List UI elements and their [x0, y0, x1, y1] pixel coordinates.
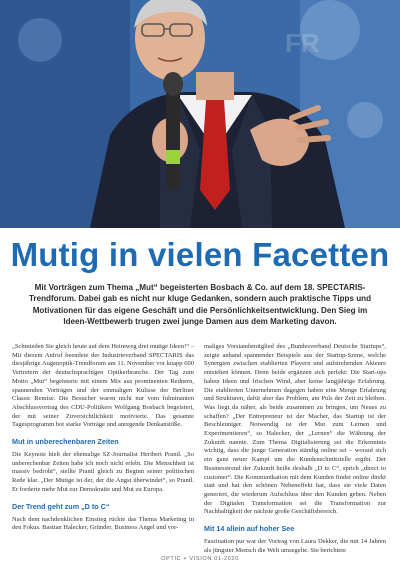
article-column-left — [12, 343, 194, 533]
body-paragraph: Die Keynote hielt der ehemalige SZ-Journalist Heribert Prantl. „So unberechenbar Zeiten habe ich noch nicht erlebt. Die Menschheit ist massiv bedroht“, stellte Prantl gleich zu Beginn seiner politischen Rede klar. „Der Mutige ist der, der die Angst überwindet“, so Prantl. Er forderte mehr Mut zur Demokratie und Mut zu Europa. — [12, 451, 194, 493]
section-heading: Der Trend geht zum „D to C“ — [12, 501, 110, 511]
article-column-right — [204, 343, 386, 555]
body-paragraph: maliges Vorstandsmitglied des „Bundesverband Deutsche Startups“, zeigte anhand spannender Beispiele aus der Startup-Szene, welche Synergien zwischen etablierten Playern und aufstrebenden Akteure entstehen können. Denn beide ergänzen sich perfekt: Die Start-ups haben Ideen und frischen Wind, aber keine langjährige Erfahrung. Die etablierten Unternehmen dagegen haben eine Menge Erfahrung und Strukturen, dafür aber das Problem, am Puls der Zeit zu bleiben. Was liegt da näher, als beide zusammen zu bringen, um Neues zu schaffen? „Der Entrepreneur ist der Macher, das Startup ist der Beschleuniger. Notwendig ist der Mut zum Lernen und Experimentieren“, so Halecker, der „Lernen“ die Währung der Zukunft nannte. Zum Thema Digitalisierung sei die Erkenntnis wichtig, dass die junge Generation ständig online sei – worauf sich ein ganz neuer Kampf um die Kundenschnittstelle ergibt. Der Businesstrend der Zukunft heiße deshalb „D to C“, sprich „direct to customer“. Die Kommunikation mit dem Kunden findet online direkt statt und hat den schönen Nebeneffekt hat, dass sie viele Daten generiert, die wiederum Aufschluss über den Kunden geben. Neben der Digitalen Transformation sei die Transformation zur Nachhaltigkeit der nächste große Geschäftsbereich. — [204, 343, 386, 516]
section-heading: Mut in unberechenbaren Zeiten — [12, 437, 119, 447]
page-footer: OPTIC + VISION 01-2020 — [161, 556, 239, 562]
body-paragraph: Faszination pur war der Vortrag von Laura Dekker, die mit 14 Jahren als jüngster Mensch die Welt umsegelte. Sie berichtete — [204, 538, 386, 554]
speaker-photo-illustration — [0, 0, 400, 228]
hero-photo — [0, 0, 400, 228]
svg-text:FR: FR — [285, 28, 320, 58]
body-paragraph: Nach dem nachdenklichen Einstieg rückte das Thema Marketing in den Fokus. Bastian Halecker, Gründer, Business Angel und vor- — [12, 515, 194, 532]
article-lead: Mit Vorträgen zum Thema „Mut“ begeisterten Bosbach & Co. auf dem 18. SPECTARIS-Trendforum. Dabei gab es nicht nur kluge Gedanken, sondern auch praktische Tipps und Motivationen für das eigene Geschäft und die Persönlichkeitsentwicklung. Den Sieg im Ideen-Wettbewerb trugen zwei junge Damen aus dem Marketing davon. — [28, 283, 372, 326]
article-headline: Mutig in vielen Facetten — [10, 236, 390, 273]
section-heading: Mit 14 allein auf hoher See — [204, 524, 295, 534]
body-paragraph: „Schmieden Sie gleich heute auf dem Heimweg drei mutige Ideen!“ – Mit diesem Aufruf beendete der Industrieverband SPECTARIS das diesjährige Augenoptik-Trendforum am 11. November vor knapp 600 Vertretern der deutschsprachigen Optikerbranche. Der Tag zum Motto „Mut“ begeisterte mit einem Mix aus prominenten Rednern, spannenden Vorträgen und der einmaligen Kulisse der Berliner Classic Remise. Die Besucher waren nicht nur vom fulminanten Abschlussvortrag des CDU-Politikers Wolfgang Bosbach begeistert, der mit seiner Zuversichtlichkeit motivierte. Das gesamte Tagesprogramm bot starke Vorträge und anregende Denkanstöße. — [12, 343, 194, 429]
